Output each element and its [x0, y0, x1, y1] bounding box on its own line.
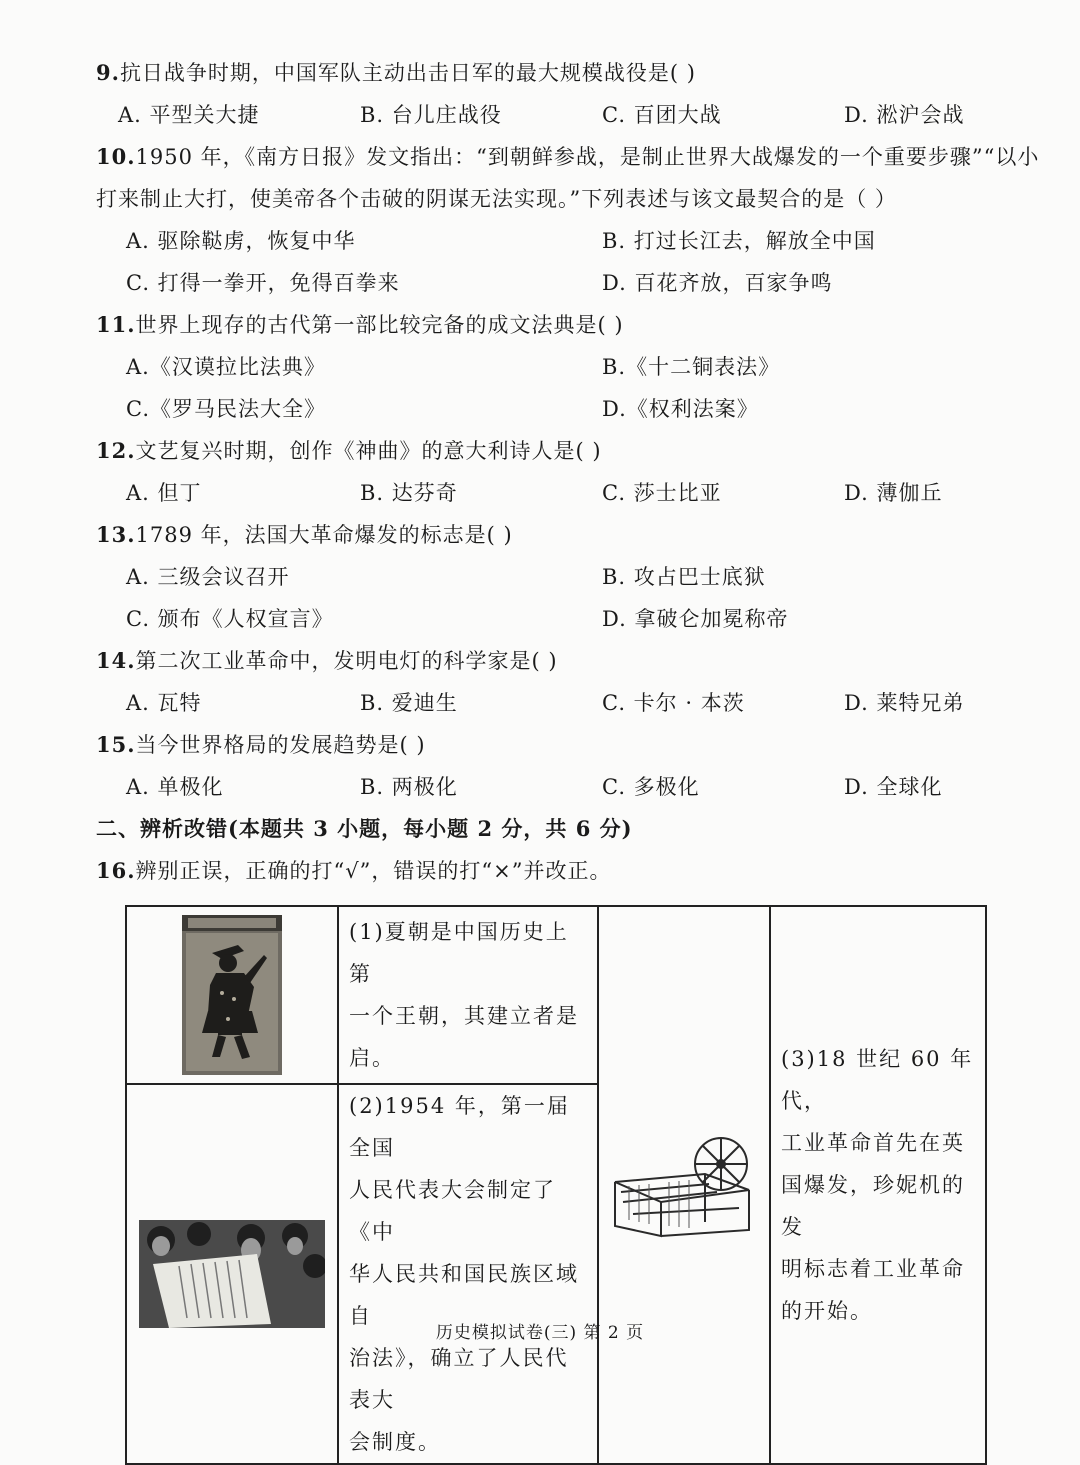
question-10: [96, 142, 1039, 172]
option-b: B. 达芬奇: [360, 481, 458, 505]
statement-line: 华人民共和国民族区域自: [349, 1262, 579, 1328]
option-c: C. 多极化: [602, 775, 700, 799]
option-d: D. 淞沪会战: [844, 103, 965, 127]
question-number: 12.: [96, 438, 136, 463]
statement-line: 一个王朝，其建立者是启。: [349, 1004, 579, 1070]
option-b: B.《十二铜表法》: [602, 355, 781, 379]
statement-line: 明标志着工业革命: [781, 1257, 965, 1281]
question-text: 1950 年，《南方日报》发文指出：“到朝鲜参战，是制止世界大战爆发的一个重要步骤”“以小: [135, 145, 1040, 169]
question-number: 16.: [96, 858, 136, 883]
option-b: B. 攻占巴士底狱: [602, 565, 766, 589]
question-number: 15.: [96, 732, 136, 757]
option-b: B. 打过长江去，解放全中国: [602, 229, 876, 253]
statement-line: 人民代表大会制定了《中: [349, 1178, 556, 1244]
statement-line: 国爆发，珍妮机的发: [781, 1173, 965, 1239]
option-b: B. 两极化: [360, 775, 458, 799]
spinning-jenny-image: [609, 1130, 759, 1240]
option-b: B. 爱迪生: [360, 691, 458, 715]
question-14: [96, 646, 558, 676]
question-text: 世界上现存的古代第一部比较完备的成文法典是( ): [135, 313, 624, 337]
option-c: C. 莎士比亚: [602, 481, 722, 505]
question-number: 9.: [96, 60, 120, 85]
option-d: D.《权利法案》: [602, 397, 759, 421]
question-text: 当今世界格局的发展趋势是( ): [135, 733, 426, 757]
question-text: 1789 年，法国大革命爆发的标志是( ): [135, 523, 513, 547]
statement-cell-1: [338, 906, 598, 1084]
statement-line: (2)1954 年，第一届全国: [349, 1094, 570, 1160]
question-9: [96, 58, 696, 88]
option-a: A. 单极化: [126, 775, 224, 799]
judgment-table: [125, 905, 987, 1465]
option-c: C. 颁布《人权宣言》: [126, 607, 334, 631]
statement-1: [339, 911, 597, 1079]
question-text: 文艺复兴时期，创作《神曲》的意大利诗人是( ): [135, 439, 602, 463]
option-a: A. 三级会议召开: [126, 565, 290, 589]
statement-line: (1)夏朝是中国历史上第: [349, 920, 569, 986]
image-cell-3: [598, 906, 770, 1464]
statement-2: [339, 1085, 597, 1463]
question-text: 第二次工业革命中，发明电灯的科学家是( ): [135, 649, 558, 673]
option-a: A. 平型关大捷: [118, 103, 260, 127]
statement-line: (3)18 世纪 60 年代，: [781, 1047, 974, 1113]
question-16: [96, 856, 611, 886]
question-13: [96, 520, 513, 550]
question-12: [96, 436, 602, 466]
image-cell-2: [126, 1084, 338, 1464]
statement-line: 会制度。: [349, 1430, 441, 1454]
image-cell-1: [126, 906, 338, 1084]
option-a: A. 瓦特: [126, 691, 202, 715]
question-number: 14.: [96, 648, 136, 673]
page-footer: 历史模拟试卷(三) 第 2 页: [435, 1323, 645, 1343]
option-d: D. 薄伽丘: [844, 481, 943, 505]
question-number: 13.: [96, 522, 136, 547]
question-number: 11.: [96, 312, 136, 337]
option-d: D. 莱特兄弟: [844, 691, 965, 715]
option-c: C. 打得一拳开，免得百拳来: [126, 271, 400, 295]
statement-cell-3: [770, 906, 986, 1464]
option-c: C. 百团大战: [602, 103, 722, 127]
section-title: 二、辨析改错(本题共 3 小题，每小题 2 分，共 6 分): [96, 816, 633, 841]
question-11: [96, 310, 624, 340]
option-a: A.《汉谟拉比法典》: [126, 355, 326, 379]
people-reading-document-photo: [139, 1220, 325, 1328]
option-c: C.《罗马民法大全》: [126, 397, 326, 421]
option-a: A. 但丁: [126, 481, 202, 505]
statement-line: 工业革命首先在英: [781, 1131, 965, 1155]
option-d: D. 拿破仑加冕称帝: [602, 607, 789, 631]
option-d: D. 百花齐放，百家争鸣: [602, 271, 833, 295]
question-number: 10.: [96, 144, 136, 169]
option-a: A. 驱除鞑虏，恢复中华: [126, 229, 356, 253]
statement-cell-2: [338, 1084, 598, 1464]
statement-line: 治法》，确立了人民代表大: [349, 1346, 569, 1412]
option-d: D. 全球化: [844, 775, 943, 799]
question-text: 辨别正误，正确的打“√”，错误的打“×”并改正。: [135, 859, 612, 883]
question-text: 抗日战争时期，中国军队主动出击日军的最大规模战役是( ): [119, 61, 696, 85]
option-b: B. 台儿庄战役: [360, 103, 502, 127]
question-15: [96, 730, 426, 760]
option-c: C. 卡尔 · 本茨: [602, 691, 745, 715]
statement-line: 的开始。: [781, 1299, 873, 1323]
statement-3: [771, 1038, 985, 1332]
yu-the-great-stone-rubbing-image: [182, 915, 282, 1075]
question-10-line2: 打来制止大打，使美帝各个击破的阴谋无法实现。”下列表述与该文最契合的是（ ）: [96, 187, 897, 211]
